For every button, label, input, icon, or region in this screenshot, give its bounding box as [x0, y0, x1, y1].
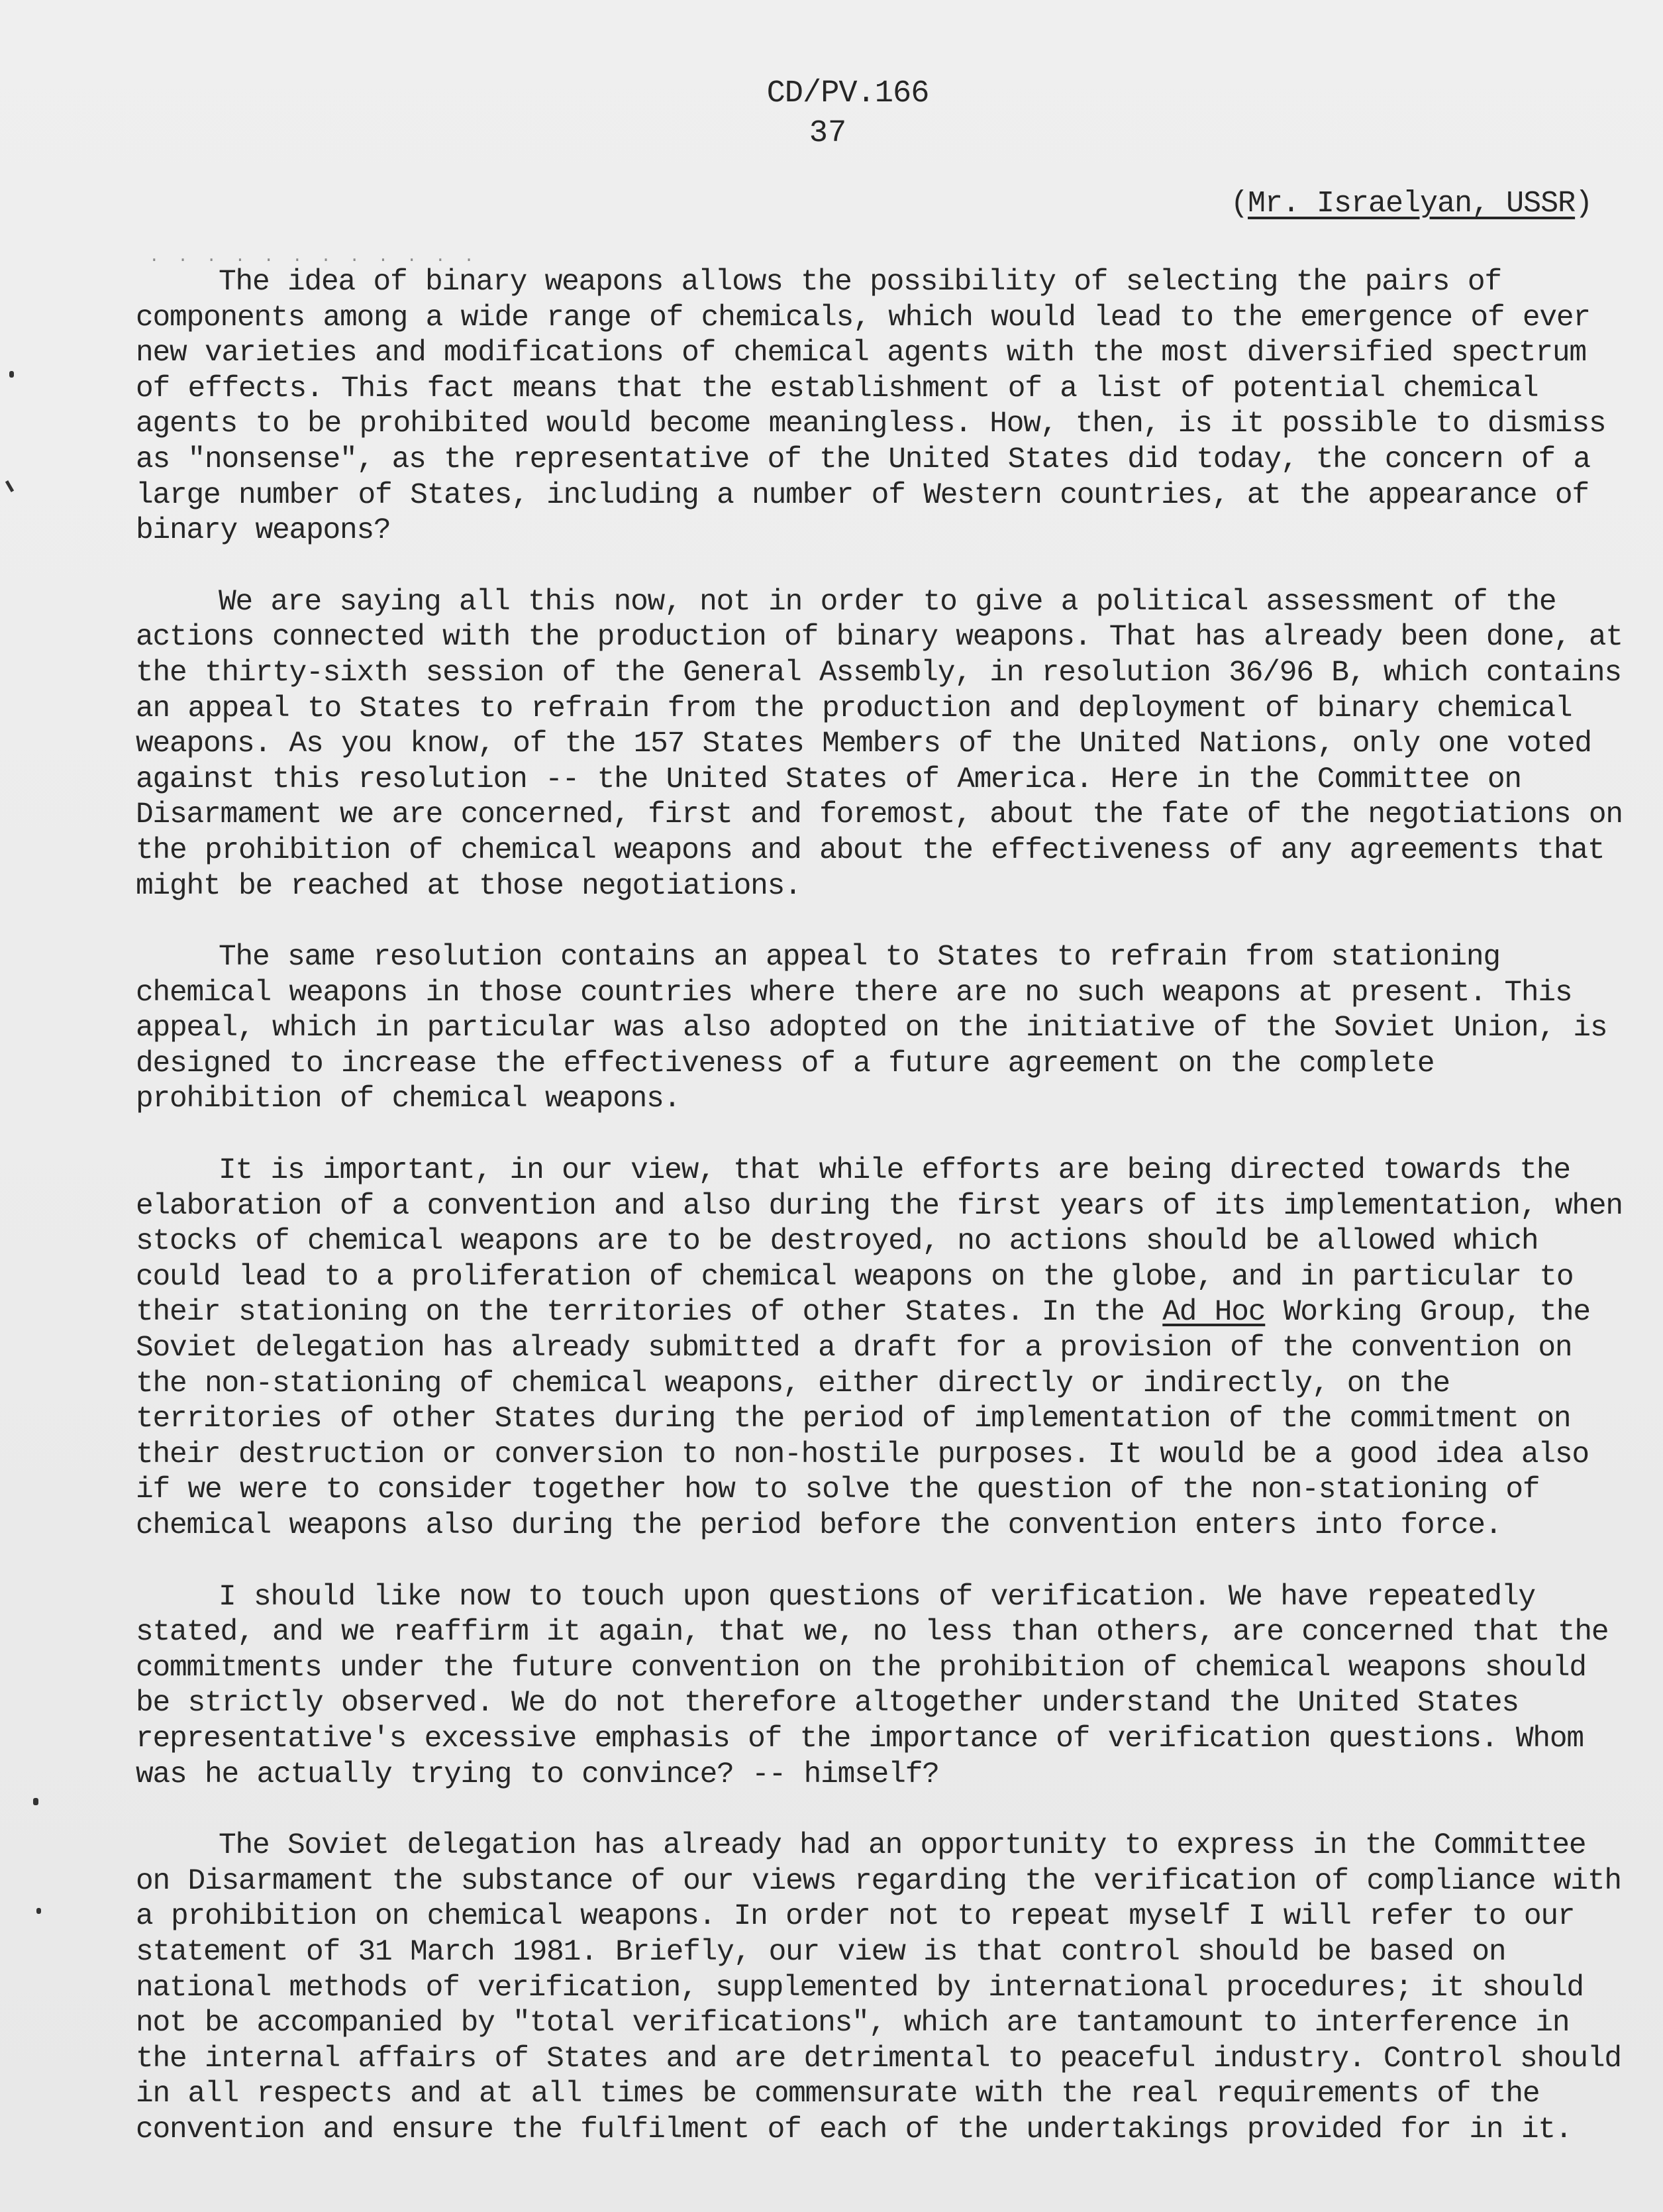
paragraph-gap: [136, 1793, 1633, 1828]
paragraph-non-stationing-part1: It is important, in our view, that while efforts are being directed towards the elaboration of a convention and also during the first years of its implementation, when stocks of chemical weapons are to be destroyed, no actions should be allowed which could lead to a proliferation of chemical weapons on the globe, and in particular to their stationing on the territories of other States. In the: [136, 1154, 1623, 1330]
document-symbol: CD/PV.166: [766, 76, 929, 111]
paragraph-gap: [136, 904, 1633, 940]
paragraph-gap: [136, 1544, 1633, 1580]
speaker-name: Mr. Israelyan, USSR: [1248, 187, 1576, 221]
speaker-attribution: [1231, 184, 1592, 224]
scan-mark: [9, 371, 14, 378]
page-number: 37: [809, 116, 847, 151]
paragraph-binary-weapons: The idea of binary weapons allows the possibility of selecting the pairs of components among a wide range of chemicals, which would lead to the emergence of ever new varieties and modifications of chemical agents with the most diversified spectrum of effects. This fact means that the establishment of a list of potential chemical agents to be prohibited would become meaningless. How, then, is it possible to dismiss as "nonsense", as the representative of the United States did today, the concern of a large number of States, including a number of Western countries, at the appearance of binary weapons?: [136, 266, 1606, 548]
scan-speckle: . . . . . . . . . . . .: [149, 246, 478, 266]
paragraph-non-stationing: [136, 1153, 1633, 1544]
ad-hoc-term: Ad Hoc: [1162, 1296, 1266, 1330]
paragraph-gap: [136, 549, 1633, 585]
paragraph-control-views: The Soviet delegation has already had an opportunity to express in the Committee on Disarmament the substance of our views regarding the verification of compliance with a prohibition on chemical weapons. In order not to repeat myself I will refer to our statement of 31 March 1981. Briefly, our view is that control should be based on national methods of verification, supplemented by international procedures; it should not be accompanied by "total verifications", which are tantamount to interference in the internal affairs of States and are detrimental to peaceful industry. Control should in all respects and at all times be commensurate with the real requirements of the convention and ensure the fulfilment of each of the undertakings provided for in it.: [136, 1829, 1621, 2146]
scan-mark: [5, 480, 14, 492]
statement-body: [136, 265, 1633, 2148]
paragraph-verification: I should like now to touch upon questions of verification. We have repeatedly stated, and we reaffirm it again, that we, no less than others, are concerned that the commitments under the future convention on the prohibition of chemical weapons should be strictly observed. We do not therefore altogether understand the United States representative's excessive emphasis of the importance of verification questions. Whom was he actually trying to convince? -- himself?: [136, 1580, 1609, 1791]
speaker-close-paren: ): [1575, 187, 1593, 221]
paragraph-gap: [136, 1118, 1633, 1153]
speaker-open-paren: (: [1231, 187, 1248, 221]
paragraph-resolution: We are saying all this now, not in order to give a political assessment of the actions connected with the production of binary weapons. That has already been done, at the thirty-sixth session of the General Assembly, in resolution 36/96 B, which contains an appeal to States to refrain from the production and deployment of binary chemical weapons. As you know, of the 157 States Members of the United Nations, only one voted against this resolution -- the United States of America. Here in the Committee on Disarmament we are concerned, first and foremost, about the fate of the negotiations on the prohibition of chemical weapons and about the effectiveness of any agreements that might be reached at those negotiations.: [136, 585, 1623, 903]
paragraph-stationing-appeal: The same resolution contains an appeal to States to refrain from stationing chemical weapons in those countries where there are no such weapons at present. This appeal, which in particular was also adopted on the initiative of the Soviet Union, is designed to increase the effectiveness of a future agreement on the complete prohibition of chemical weapons.: [136, 941, 1607, 1116]
scan-mark: [36, 1908, 41, 1914]
paragraph-non-stationing-part2: Working Group, the Soviet delegation has already submitted a draft for a provision of the convention on the non-stationing of chemical weapons, either directly or indirectly, on the territories of other States during the period of implementation of the commitment on their destruction or conversion to non-hostile purposes. It would be a good idea also if we were to consider together how to solve the question of the non-stationing of chemical weapons also during the period before the convention enters into force.: [136, 1296, 1590, 1542]
scan-mark: [33, 1798, 38, 1805]
